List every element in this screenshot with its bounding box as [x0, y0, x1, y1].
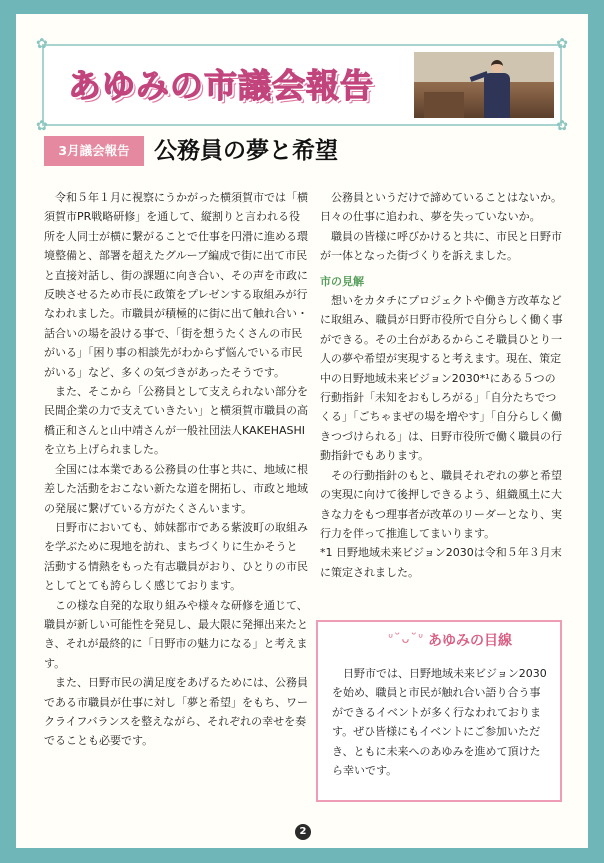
right-column — [320, 188, 564, 582]
newsletter-title: あゆみの市議会報告 — [68, 66, 374, 105]
paragraph: 公務員というだけで諦めていることはないか。日々の仕事に追われ、夢を失っていないか。 — [320, 191, 562, 224]
section-tag: 3月議会報告 — [44, 136, 144, 166]
paragraph: この様な自発的な取り組みや様々な研修を通じて、職員が新しい可能性を発見し、最大限に発揮出来たとき、それが最終的に「日野市の魅力になる」と考えます。 — [44, 598, 308, 670]
flower-ornament-icon: ✿ — [556, 118, 568, 134]
article-headline: 公務員の夢と希望 — [154, 137, 338, 164]
flower-ornament-icon: ✿ — [36, 36, 48, 52]
flower-ornament-icon: ✿ — [36, 118, 48, 134]
box-title: あゆみの目線 — [428, 633, 512, 649]
paragraph: 令和５年１月に視察にうかがった横須賀市では「横須賀市PR戦略研修」を通して、縦割りと言われる役所を人同士が横に繋がることで仕事を円滑に進める環境整備と、部署を超えたグループ編成で街に出て市民と直接対話し、街の課題に向き合い、その声を市政に反映させるため市長に政策をプレゼンする取組みが行なわれました。市職員が積極的に街に出て触れ合い・話合いの場を設ける事で、「街を想うたくさんの市民がいる」「困り事の相談先がわからず悩んでいる市民がいる」など、多くの気づきがあったそうです。 — [44, 191, 308, 379]
section-heading: 市の見解 — [320, 274, 364, 288]
box-paragraph: 日野市では、日野地域未来ビジョン2030を始め、職員と市民が触れ合い語り合う事ができるイベントが多く行なわれております。ぜひ皆様にもイベントにご参加いただき、ともに未来へのあゆみを進めて頂けたら幸いです。 — [332, 667, 547, 778]
ayumi-viewpoint-box — [316, 620, 562, 802]
paragraph: その行動指針のもと、職員それぞれの夢と希望の実現に向けて後押しできるよう、組織風土に大きな力をもつ理事者が改革のリーダーとなり、実行力を伴って推進してまいります。 — [320, 468, 562, 540]
speaker-photo — [414, 52, 554, 118]
paragraph: 職員の皆様に呼びかけると共に、市民と日野市が一体となった街づくりを訴えました。 — [320, 229, 562, 263]
newsletter-page — [16, 14, 588, 848]
paragraph: 全国には本業である公務員の仕事と共に、地域に根差した活動をおこない新たな道を開拓し、市政と地域の発展に繋げている方がたくさんいます。 — [44, 462, 308, 515]
header-banner — [36, 36, 568, 134]
paragraph: 想いをカタチにプロジェクトや働き方改革などに取組み、職員が日野市役所で自分らしく働く事ができる。その土台があるからこそ職員ひとり一人の夢や希望が実現すると考えます。現在、策定中の日野地域未来ビジョン2030*¹にある５つの行動指針「未知をおもしろがる」「自分たちでつくる」「ごちゃまぜの場を増やす」「自分らしく働きつづけられる」は、日野市役所で働く職員の行動指針でもあります。 — [320, 294, 563, 463]
face-doodle-icon: ᐡ˘ᴗ˘ᐡ — [388, 632, 425, 647]
flower-ornament-icon: ✿ — [556, 36, 568, 52]
footnote: *1 日野地域未来ビジョン2030は令和５年３月末に策定されました。 — [320, 546, 562, 579]
paragraph: また、日野市民の満足度をあげるためには、公務員である市職員が仕事に対し「夢と希望」をもち、ワークライフバランスを整えながら、それぞれの幸せを奏でることも必要です。 — [44, 676, 308, 748]
paragraph: また、そこから「公務員として支えられない部分を民間企業の力で支えていきたい」と横須賀市職員の高橋正和さんと山中靖さんが一般社団法人KAKEHASHIを立ち上げられました。 — [44, 385, 308, 457]
page-number: 2 — [295, 824, 311, 840]
paragraph: 日野市においても、姉妹都市である紫波町の取組みを学ぶために現地を訪れ、まちづくりに生かそうと活動する情熱をもった有志職員がおり、ひとりの市民としてとても誇らしく感じております。 — [44, 520, 308, 593]
left-column — [44, 188, 308, 751]
